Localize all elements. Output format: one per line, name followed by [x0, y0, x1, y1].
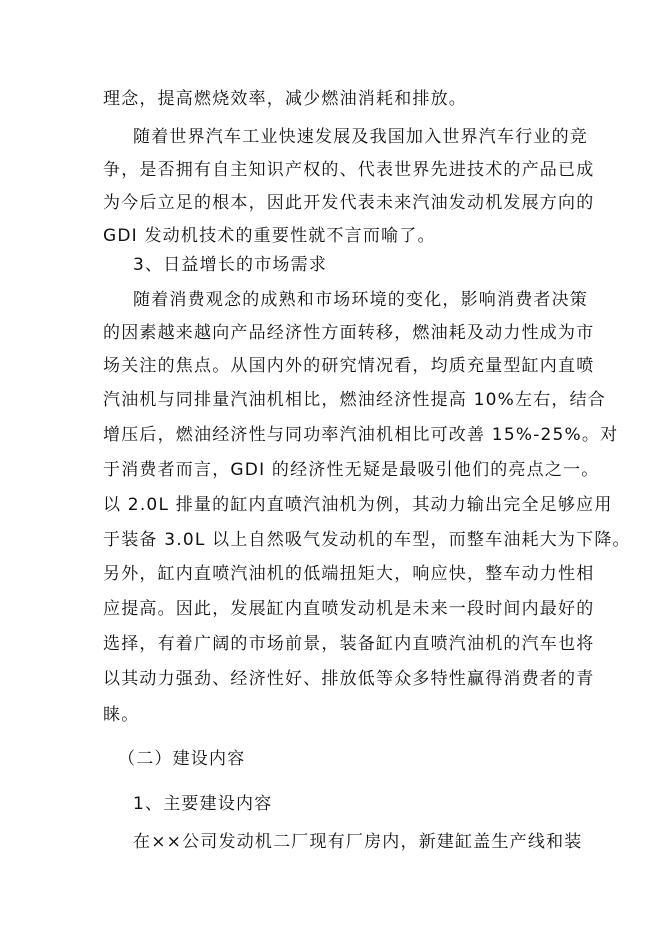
text-line: 理念，提高燃烧效率，减少燃油消耗和排放。 [103, 89, 467, 109]
text-line: 随着世界汽车工业快速发展及我国加入世界汽车行业的竞 [133, 127, 588, 147]
text-line: 于装备 3.0L 以上自然吸气发动机的车型，而整车油耗大为下降。 [103, 530, 631, 550]
text-line: 以其动力强劲、经济性好、排放低等众多特性赢得消费者的青 [103, 669, 595, 689]
section-heading: 1、主要建设内容 [133, 794, 273, 814]
section-heading: 3、日益增长的市场需求 [133, 255, 328, 275]
text-line: GDI 发动机技术的重要性就不言而喻了。 [103, 226, 436, 246]
text-line: 随着消费观念的成熟和市场环境的变化，影响消费者决策 [133, 290, 588, 310]
text-line: 选择，有着广阔的市场前景，装备缸内直喷汽油机的汽车也将 [103, 634, 595, 654]
text-line: 为今后立足的根本，因此开发代表未来汽油发动机发展方向的 [103, 193, 595, 213]
text-line: 于消费者而言，GDI 的经济性无疑是最吸引他们的亮点之一。 [103, 460, 600, 480]
text-line: 增压后，燃油经济性与同功率汽油机相比可改善 15%-25%。对 [103, 425, 619, 445]
section-heading: （二）建设内容 [118, 749, 246, 769]
text-line: 以 2.0L 排量的缸内直喷汽油机为例，其动力输出完全足够应用 [103, 495, 613, 515]
text-line: 睐。 [103, 705, 140, 725]
text-line: 争，是否拥有自主知识产权的、代表世界先进技术的产品已成 [103, 160, 595, 180]
text-line: 在××公司发动机二厂现有厂房内，新建缸盖生产线和装 [133, 832, 583, 852]
text-line: 场关注的焦点。从国内外的研究情况看，均质充量型缸内直喷 [103, 356, 595, 376]
text-line: 应提高。因此，发展缸内直喷发动机是未来一段时间内最好的 [103, 599, 595, 619]
text-line: 另外，缸内直喷汽油机的低端扭矩大，响应快，整车动力性相 [103, 564, 595, 584]
text-line: 的因素越来越向产品经济性方面转移，燃油耗及动力性成为市 [103, 323, 595, 343]
text-line: 汽油机与同排量汽油机相比，燃油经济性提高 10%左右，结合 [103, 390, 606, 410]
